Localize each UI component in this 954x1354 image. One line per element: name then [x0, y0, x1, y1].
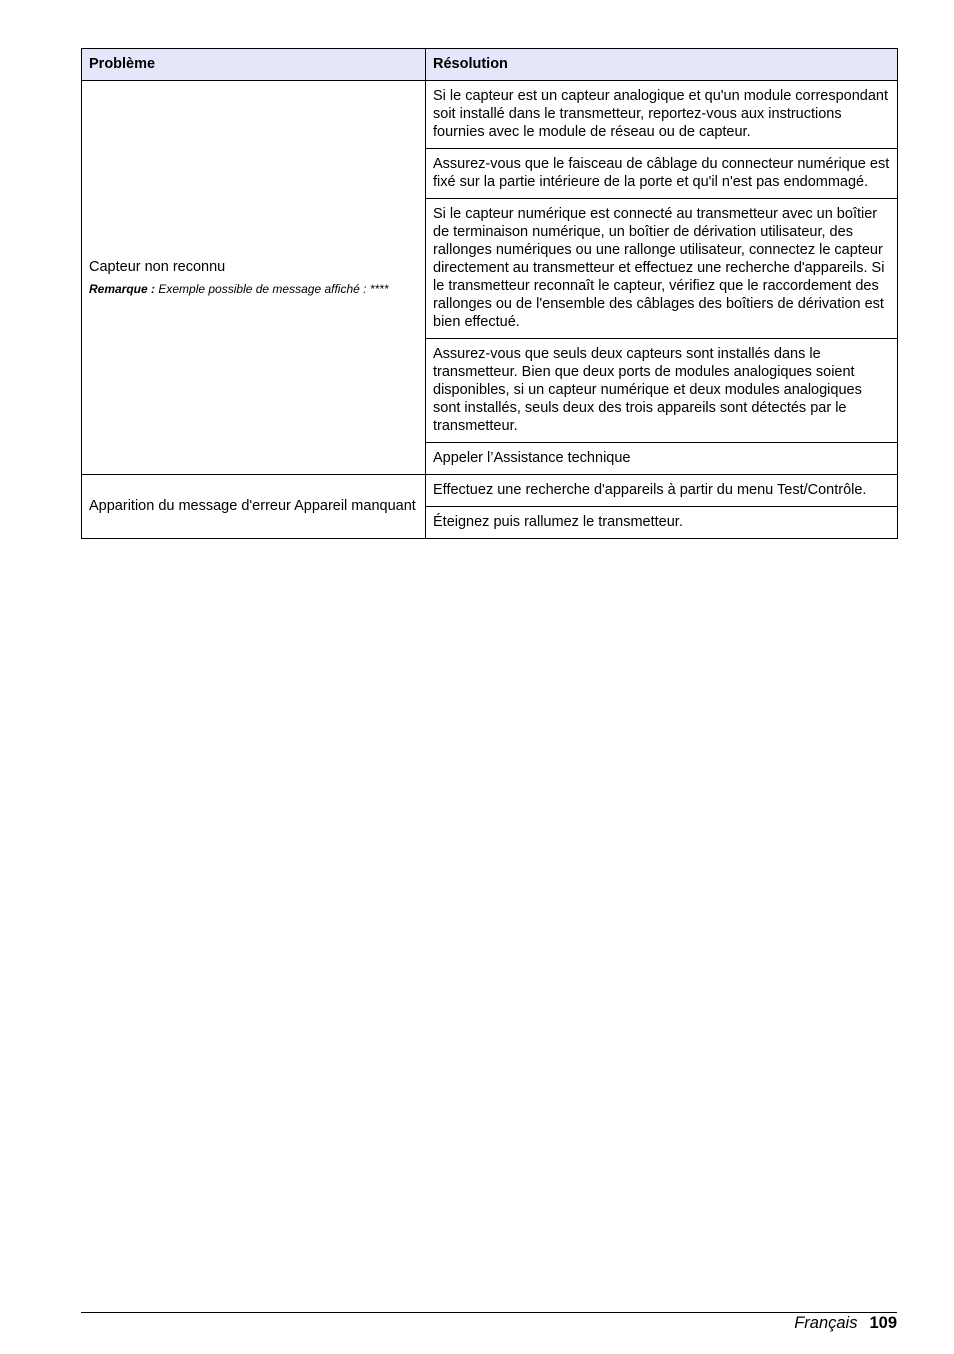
table-row [82, 475, 898, 507]
troubleshooting-table [81, 48, 898, 539]
problem-cell [82, 475, 426, 539]
resolution-cell: Si le capteur numérique est connecté au transmetteur avec un boîtier de terminaison numérique, un boîtier de dérivation utilisateur, des rallonges numériques ou une rallonge utilisateur, connectez le capteur directement au transmetteur et effectuez une recherche d'appareils. Si le transmetteur reconnaît le capteur, vérifiez que le raccordement des rallonges ou de l'ensemble des câblages des boîtiers de dérivation est bien effectué. [426, 199, 898, 339]
page-footer [794, 1313, 897, 1333]
note [89, 282, 418, 296]
problem-text: Capteur non reconnu [89, 259, 226, 275]
table-header-row [82, 49, 898, 81]
resolution-cell: Assurez-vous que seuls deux capteurs sont installés dans le transmetteur. Bien que deux ports de modules analogiques soient disponibles, si un capteur numérique et deux modules analogiques sont installés, seuls deux des trois appareils sont détectés par le transmetteur. [426, 339, 898, 443]
column-header-resolution: Résolution [426, 49, 898, 81]
note-text: Exemple possible de message affiché : **** [155, 282, 389, 296]
resolution-cell: Assurez-vous que le faisceau de câblage du connecteur numérique est fixé sur la partie intérieure de la porte et qu'il n'est pas endommagé. [426, 149, 898, 199]
page-number: 109 [869, 1314, 897, 1332]
resolution-cell: Appeler l’Assistance technique [426, 443, 898, 475]
table-row [82, 81, 898, 149]
footer-divider [81, 1312, 897, 1313]
resolution-cell: Si le capteur est un capteur analogique et qu'un module correspondant soit installé dans le transmetteur, reportez-vous aux instructions fournies avec le module de réseau ou de capteur. [426, 81, 898, 149]
column-header-problem: Problème [82, 49, 426, 81]
problem-text: Apparition du message d'erreur Appareil manquant [89, 498, 416, 514]
problem-cell [82, 81, 426, 475]
resolution-cell: Effectuez une recherche d'appareils à partir du menu Test/Contrôle. [426, 475, 898, 507]
footer-language: Français [794, 1314, 858, 1332]
resolution-cell: Éteignez puis rallumez le transmetteur. [426, 507, 898, 539]
note-label: Remarque : [89, 282, 156, 296]
